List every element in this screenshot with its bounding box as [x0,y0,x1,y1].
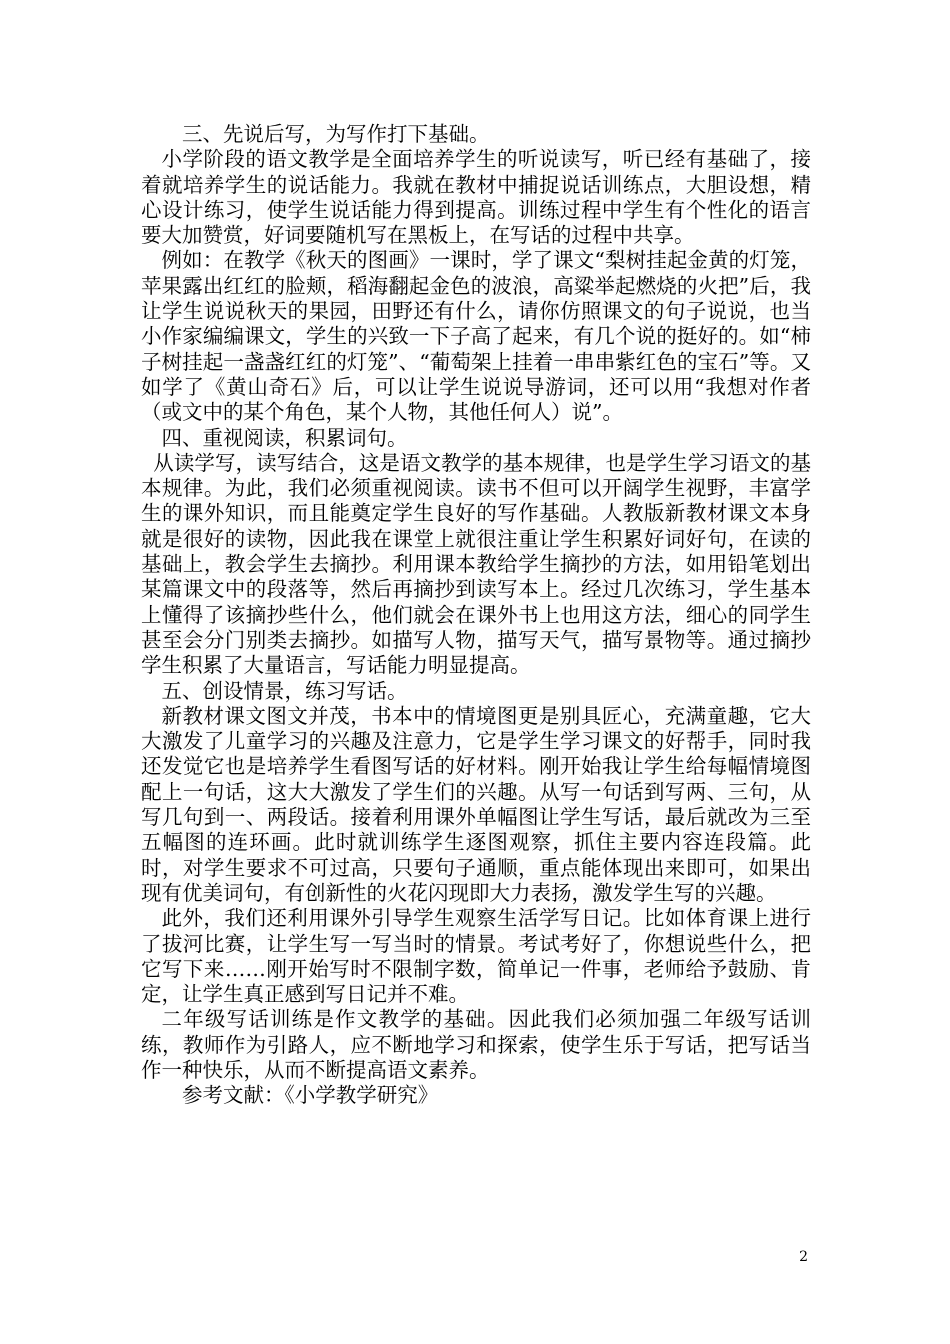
heading-section-4: 四、重视阅读，积累词句。 [161,425,408,450]
paragraph-conclusion: 二年级写话训练是作文教学的基础。因此我们必须加强二年级写话训练，教师作为引路人，应不断地学习和探索，使学生乐于写话，把写话当作一种快乐，从而不断提高语文素养。 [141,1007,811,1082]
paragraph-speaking-training: 小学阶段的语文教学是全面培养学生的听说读写，听已经有基础了，接着就培养学生的说话能力。我就在教材中捕捉说话训练点，大胆设想，精心设计练习，使学生说话能力得到提高。训练过程中学生有个性化的语言要大加赞赏，好词要随机写在黑板上，在写话的过程中共享。 [141,147,811,248]
document-body [141,122,811,1109]
paragraph-reading: 从读学写，读写结合，这是语文教学的基本规律，也是学生学习语文的基本规律。为此，我们必须重视阅读。读书不但可以开阔学生视野，丰富学生的课外知识，而且能奠定学生良好的写作基础。人教版新教材课文本身就是很好的读物，因此我在课堂上就很注重让学生积累好词好句，在读的基础上，教会学生去摘抄。利用课本教给学生摘抄的方法，如用铅笔划出某篇课文中的段落等，然后再摘抄到读写本上。经过几次练习，学生基本上懂得了该摘抄些什么，他们就会在课外书上也用这方法，细心的同学生甚至会分门别类去摘抄。如描写人物，描写天气，描写景物等。通过摘抄学生积累了大量语言，写话能力明显提高。 [141,450,811,678]
paragraph-example: 例如：在教学《秋天的图画》一课时，学了课文“梨树挂起金黄的灯笼，苹果露出红红的脸颊，稻海翻起金色的波浪，高粱举起燃烧的火把”后，我让学生说说秋天的果园，田野还有什么，请你仿照课文的句子说说，也当小作家编编课文，学生的兴致一下子高了起来，有几个说的挺好的。如“柿子树挂起一盏盏红红的灯笼”、“葡萄架上挂着一串串紫红色的宝石”等。又如学了《黄山奇石》后，可以让学生说说导游词，还可以用“我想对作者（或文中的某个角色，某个人物，其他任何人）说”。 [141,248,811,425]
reference-line: 参考文献：《小学教学研究》 [182,1083,439,1108]
paragraph-picture-writing: 新教材课文图文并茂，书本中的情境图更是别具匠心，充满童趣，它大大激发了儿童学习的兴趣及注意力，它是学生学习课文的好帮手，同时我还发觉它也是培养学生看图写话的好材料。刚开始我让学生给每幅情境图配上一句话，这大大激发了学生们的兴趣。从写一句话到写两、三句，从写几句到一、两段话。接着利用课外单幅图让学生写话，最后就改为三至五幅图的连环画。此时就训练学生逐图观察，抓住主要内容连段篇。此时，对学生要求不可过高，只要句子通顺，重点能体现出来即可，如果出现有优美词句，有创新性的火花闪现即大力表扬，激发学生写的兴趣。 [141,703,811,905]
heading-section-3: 三、先说后写，为写作打下基础。 [182,122,490,146]
heading-section-5: 五、创设情景，练习写话。 [161,678,408,703]
paragraph-diary: 此外，我们还利用课外引导学生观察生活学写日记。比如体育课上进行了拔河比赛，让学生写一写当时的情景。考试考好了，你想说些什么，把它写下来……刚开始写时不限制字数，简单记一件事，老师给予鼓励、肯定，让学生真正感到写日记并不难。 [141,906,811,1007]
page-number: 2 [799,1249,808,1265]
